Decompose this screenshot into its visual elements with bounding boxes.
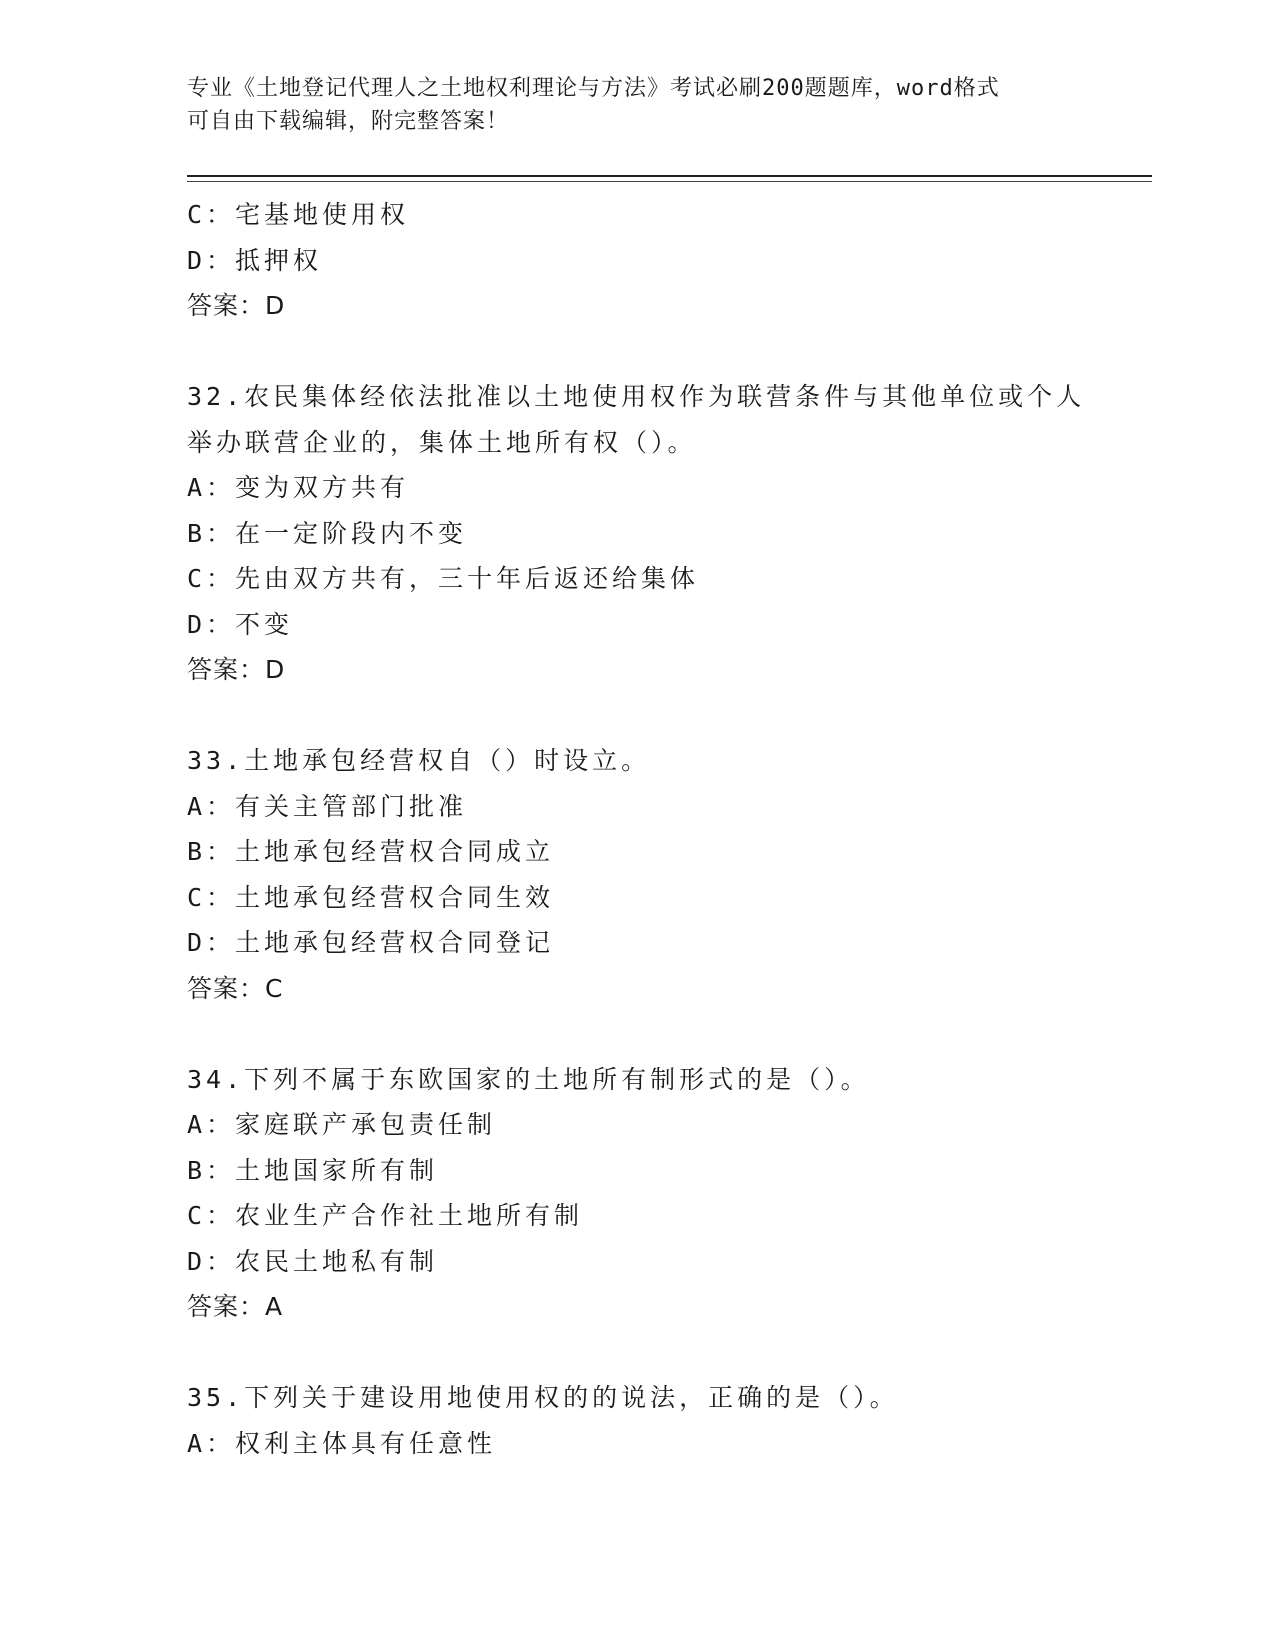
question-content (187, 192, 1152, 1466)
document-header (187, 72, 1087, 138)
question-33 (187, 738, 1152, 1011)
option-a: A：家庭联产承包责任制 (187, 1110, 497, 1139)
option-d: D：抵押权 (187, 245, 323, 275)
option-d: D：土地承包经营权合同登记 (187, 928, 555, 957)
spacer (187, 1011, 1152, 1057)
spacer (187, 329, 1152, 375)
question-stem: 33.土地承包经营权自（）时设立。 (187, 746, 651, 775)
option-c: C：宅基地使用权 (187, 200, 410, 229)
option-b: B：在一定阶段内不变 (187, 518, 468, 548)
question-34 (187, 1057, 1152, 1330)
header-rule-thin (187, 181, 1152, 182)
option-b: B：土地承包经营权合同成立 (187, 837, 555, 866)
option-a: A：变为双方共有 (187, 473, 410, 502)
question-stem: 35.下列关于建设用地使用权的的说法，正确的是（）。 (187, 1383, 899, 1412)
header-line-2: 可自由下载编辑，附完整答案！ (187, 109, 510, 134)
option-c: C：土地承包经营权合同生效 (187, 882, 555, 912)
question-stem: 32.农民集体经依法批准以土地使用权作为联营条件与其他单位或个人 (187, 382, 1086, 411)
header-line-1: 专业《土地登记代理人之土地权利理论与方法》考试必刷200题题库，word格式 (187, 76, 1000, 101)
option-b: B：土地国家所有制 (187, 1155, 439, 1185)
question-stem: 34.下列不属于东欧国家的土地所有制形式的是（）。 (187, 1064, 870, 1094)
answer-line: 答案：A (187, 1292, 284, 1321)
option-d: D：不变 (187, 609, 294, 639)
option-c: C：先由双方共有，三十年后返还给集体 (187, 564, 700, 593)
spacer (187, 1330, 1152, 1376)
question-32 (187, 374, 1152, 693)
header-rule-thick (187, 175, 1152, 177)
spacer (187, 693, 1152, 739)
answer-line: 答案：C (187, 973, 284, 1003)
option-d: D：农民土地私有制 (187, 1246, 439, 1276)
question-35 (187, 1375, 1152, 1466)
answer-line: 答案：D (187, 655, 286, 684)
option-a: A：权利主体具有任意性 (187, 1428, 497, 1458)
answer-line: 答案：D (187, 291, 286, 320)
option-a: A：有关主管部门批准 (187, 791, 468, 821)
option-c: C：农业生产合作社土地所有制 (187, 1201, 584, 1230)
question-stem-continued: 举办联营企业的，集体土地所有权（）。 (187, 427, 697, 457)
